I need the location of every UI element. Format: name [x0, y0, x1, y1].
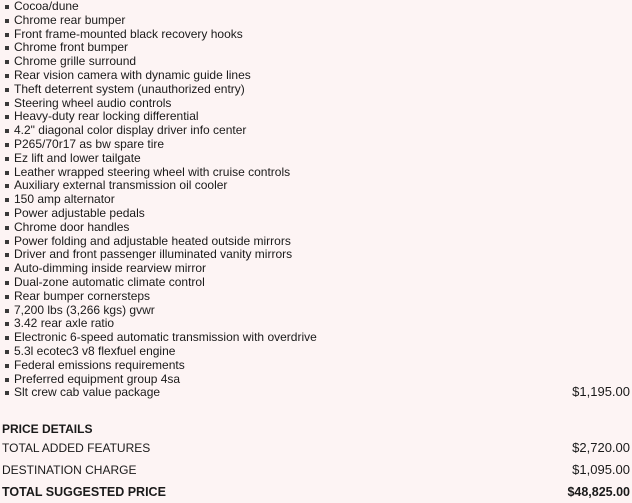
feature-item: Chrome front bumper — [4, 41, 632, 55]
feature-item: Preferred equipment group 4sa — [4, 373, 632, 387]
feature-item: 3.42 rear axle ratio — [4, 317, 632, 331]
added-features-row — [2, 437, 630, 459]
feature-item: 150 amp alternator — [4, 193, 632, 207]
price-details-heading: PRICE DETAILS — [2, 422, 93, 436]
feature-item: Power adjustable pedals — [4, 207, 632, 221]
feature-item: 5.3l ecotec3 v8 flexfuel engine — [4, 345, 632, 359]
feature-item: Slt crew cab value package — [4, 386, 632, 400]
feature-item: P265/70r17 as bw spare tire — [4, 138, 632, 152]
feature-item: Cocoa/dune — [4, 0, 632, 14]
feature-item: Theft deterrent system (unauthorized entry) — [4, 83, 632, 97]
total-price-label: TOTAL SUGGESTED PRICE — [2, 485, 166, 499]
feature-item: Chrome door handles — [4, 221, 632, 235]
feature-item: Ez lift and lower tailgate — [4, 152, 632, 166]
feature-item: Chrome rear bumper — [4, 14, 632, 28]
feature-item: Federal emissions requirements — [4, 359, 632, 373]
feature-item: Rear vision camera with dynamic guide lines — [4, 69, 632, 83]
package-price: $1,195.00 — [572, 384, 630, 400]
feature-item: Heavy-duty rear locking differential — [4, 110, 632, 124]
feature-item: Leather wrapped steering wheel with cruise controls — [4, 166, 632, 180]
feature-item: 7,200 lbs (3,266 kgs) gvwr — [4, 304, 632, 318]
total-price-row — [2, 481, 630, 503]
feature-item: Electronic 6-speed automatic transmission with overdrive — [4, 331, 632, 345]
feature-item: Rear bumper cornersteps — [4, 290, 632, 304]
feature-item: Front frame-mounted black recovery hooks — [4, 28, 632, 42]
destination-charge-row — [2, 459, 630, 481]
feature-item: Driver and front passenger illuminated vanity mirrors — [4, 248, 632, 262]
feature-item: Dual-zone automatic climate control — [4, 276, 632, 290]
feature-item: 4.2" diagonal color display driver info center — [4, 124, 632, 138]
feature-item: Auto-dimming inside rearview mirror — [4, 262, 632, 276]
total-price-amount: $48,825.00 — [567, 485, 630, 499]
added-features-amount: $2,720.00 — [572, 440, 630, 455]
added-features-label: TOTAL ADDED FEATURES — [2, 441, 151, 455]
destination-charge-label: DESTINATION CHARGE — [2, 463, 137, 477]
feature-item: Auxiliary external transmission oil cooler — [4, 179, 632, 193]
feature-item: Steering wheel audio controls — [4, 97, 632, 111]
price-details — [2, 421, 630, 503]
feature-item: Chrome grille surround — [4, 55, 632, 69]
feature-item: Power folding and adjustable heated outside mirrors — [4, 235, 632, 249]
destination-charge-amount: $1,095.00 — [572, 462, 630, 477]
